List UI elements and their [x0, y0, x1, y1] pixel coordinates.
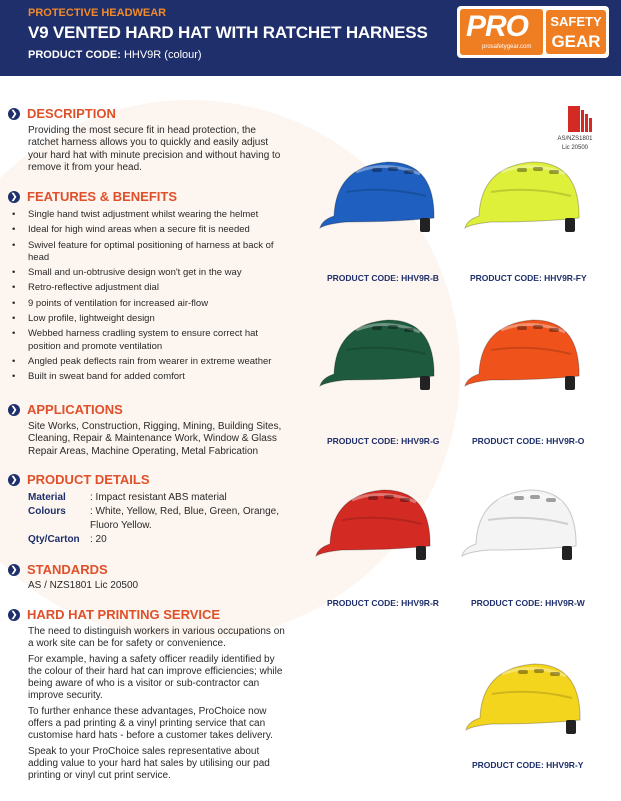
product-code-label: PRODUCT CODE: — [28, 49, 121, 61]
chevron-right-icon: ❯ — [8, 564, 20, 576]
list-item: • Low profile, lightweight design — [12, 313, 292, 325]
printing-heading-text: HARD HAT PRINTING SERVICE — [27, 607, 221, 622]
list-item: • Built in sweat band for added comfort — [12, 371, 292, 383]
list-item: • Angled peak deflects rain from wearer in extreme weather — [12, 356, 292, 368]
product-code-caption: PRODUCT CODE: HHV9R-FY — [470, 273, 587, 283]
description-text: Providing the most secure fit in head protection, the ratchet harness allows you to quickly and easily adjust your hard hat with minute precision and without having to remove it from your head. — [28, 125, 281, 173]
product-code-caption: PRODUCT CODE: HHV9R-O — [472, 436, 585, 446]
logo-pro-text: PRO — [466, 10, 529, 43]
details-row-material — [28, 491, 298, 505]
qty-value: : 20 — [90, 534, 107, 545]
page-title: V9 VENTED HARD HAT WITH RATCHET HARNESS — [28, 23, 428, 42]
product-code-caption: PRODUCT CODE: HHV9R-G — [327, 436, 440, 446]
hard-hat-image — [458, 480, 586, 566]
material-value: : Impact resistant ABS material — [90, 492, 227, 503]
cert-line2: Lic 20500 — [561, 145, 589, 151]
features-heading-text: FEATURES & BENEFITS — [27, 189, 177, 204]
applications-text: Site Works, Construction, Rigging, Mining, Building Sites, Cleaning, Repair & Maintenance Work, Window & Glass Repair Areas, Machine Operating, Metal Fabrication — [28, 421, 282, 457]
chevron-right-icon: ❯ — [8, 609, 20, 621]
standards-heading — [8, 562, 108, 577]
printing-p1: The need to distinguish workers in various occupations on a work site can be for safety or convenience. — [28, 626, 285, 650]
standards-mark-icon — [566, 104, 594, 134]
printing-p4: Speak to your ProChoice sales representative about adding value to your hard hat sales by utilising our pad printing or vinyl cut print service. — [28, 745, 270, 782]
chevron-right-icon: ❯ — [8, 404, 20, 416]
colours-value: : White, Yellow, Red, Blue, Green, Orange, Fluoro Yellow. — [90, 506, 279, 531]
page-header — [0, 0, 621, 76]
logo-gear: GEAR — [551, 32, 601, 51]
details-heading-text: PRODUCT DETAILS — [27, 472, 150, 487]
colours-label: Colours — [28, 506, 66, 517]
applications-heading — [8, 402, 123, 417]
brand-logo — [457, 6, 609, 58]
hard-hat-image — [312, 480, 440, 566]
list-item: • Ideal for high wind areas when a secure fit is needed — [12, 224, 292, 236]
logo-pro-block — [460, 9, 543, 55]
details-row-colours — [28, 505, 298, 533]
certification-mark — [552, 104, 598, 152]
details-heading — [8, 472, 150, 487]
product-code-caption: PRODUCT CODE: HHV9R-R — [327, 598, 439, 608]
standards-heading-text: STANDARDS — [27, 562, 108, 577]
hard-hat-image — [461, 310, 589, 396]
list-item: • Webbed harness cradling system to ensure correct hat position and promote ventilation — [12, 328, 292, 353]
list-item: • Single hand twist adjustment whilst wearing the helmet — [12, 209, 292, 221]
standards-text: AS / NZS1801 Lic 20500 — [28, 580, 139, 591]
features-heading — [8, 189, 177, 204]
logo-safety: SAFETY — [550, 14, 602, 29]
product-code-caption: PRODUCT CODE: HHV9R-B — [327, 273, 439, 283]
list-item: • Retro-reflective adjustment dial — [12, 282, 292, 294]
list-item: • Swivel feature for optimal positioning of harness at back of head — [12, 240, 292, 265]
material-label: Material — [28, 492, 66, 503]
qty-label: Qty/Carton — [28, 534, 80, 545]
hard-hat-image — [316, 310, 444, 396]
chevron-right-icon: ❯ — [8, 474, 20, 486]
printing-p3: To further enhance these advantages, ProChoice now offers a pad printing & a vinyl printing service that can customise hard hats - before a customer takes delivery. — [28, 705, 273, 742]
applications-heading-text: APPLICATIONS — [27, 402, 123, 417]
logo-safety-gear — [546, 10, 606, 54]
logo-url: prosafetygear.com — [482, 44, 532, 50]
list-item: • Small and un-obtrusive design won't get in the way — [12, 267, 292, 279]
hard-hat-image — [316, 152, 444, 238]
cert-line1: AS/NZS1801 — [557, 136, 593, 142]
product-code-value: HHV9R (colour) — [123, 49, 202, 61]
description-heading — [8, 106, 116, 121]
list-item: • 9 points of ventilation for increased air-flow — [12, 298, 292, 310]
chevron-right-icon: ❯ — [8, 191, 20, 203]
printing-heading — [8, 607, 220, 622]
features-list — [12, 209, 292, 387]
printing-text — [28, 626, 290, 783]
product-code-line — [28, 49, 202, 61]
details-table — [28, 491, 298, 547]
details-row-qty — [28, 533, 298, 547]
category-kicker: PROTECTIVE HEADWEAR — [28, 7, 167, 19]
hard-hat-image — [462, 654, 590, 740]
description-heading-text: DESCRIPTION — [27, 106, 116, 121]
chevron-right-icon: ❯ — [8, 108, 20, 120]
hard-hat-image — [461, 152, 589, 238]
product-code-caption: PRODUCT CODE: HHV9R-W — [471, 598, 585, 608]
product-code-caption: PRODUCT CODE: HHV9R-Y — [472, 760, 584, 770]
printing-p2: For example, having a safety officer readily identified by the colour of their hard hat can improve efficiencies; while being aware of who is a visitor or sub-contractor can improve security. — [28, 653, 283, 702]
